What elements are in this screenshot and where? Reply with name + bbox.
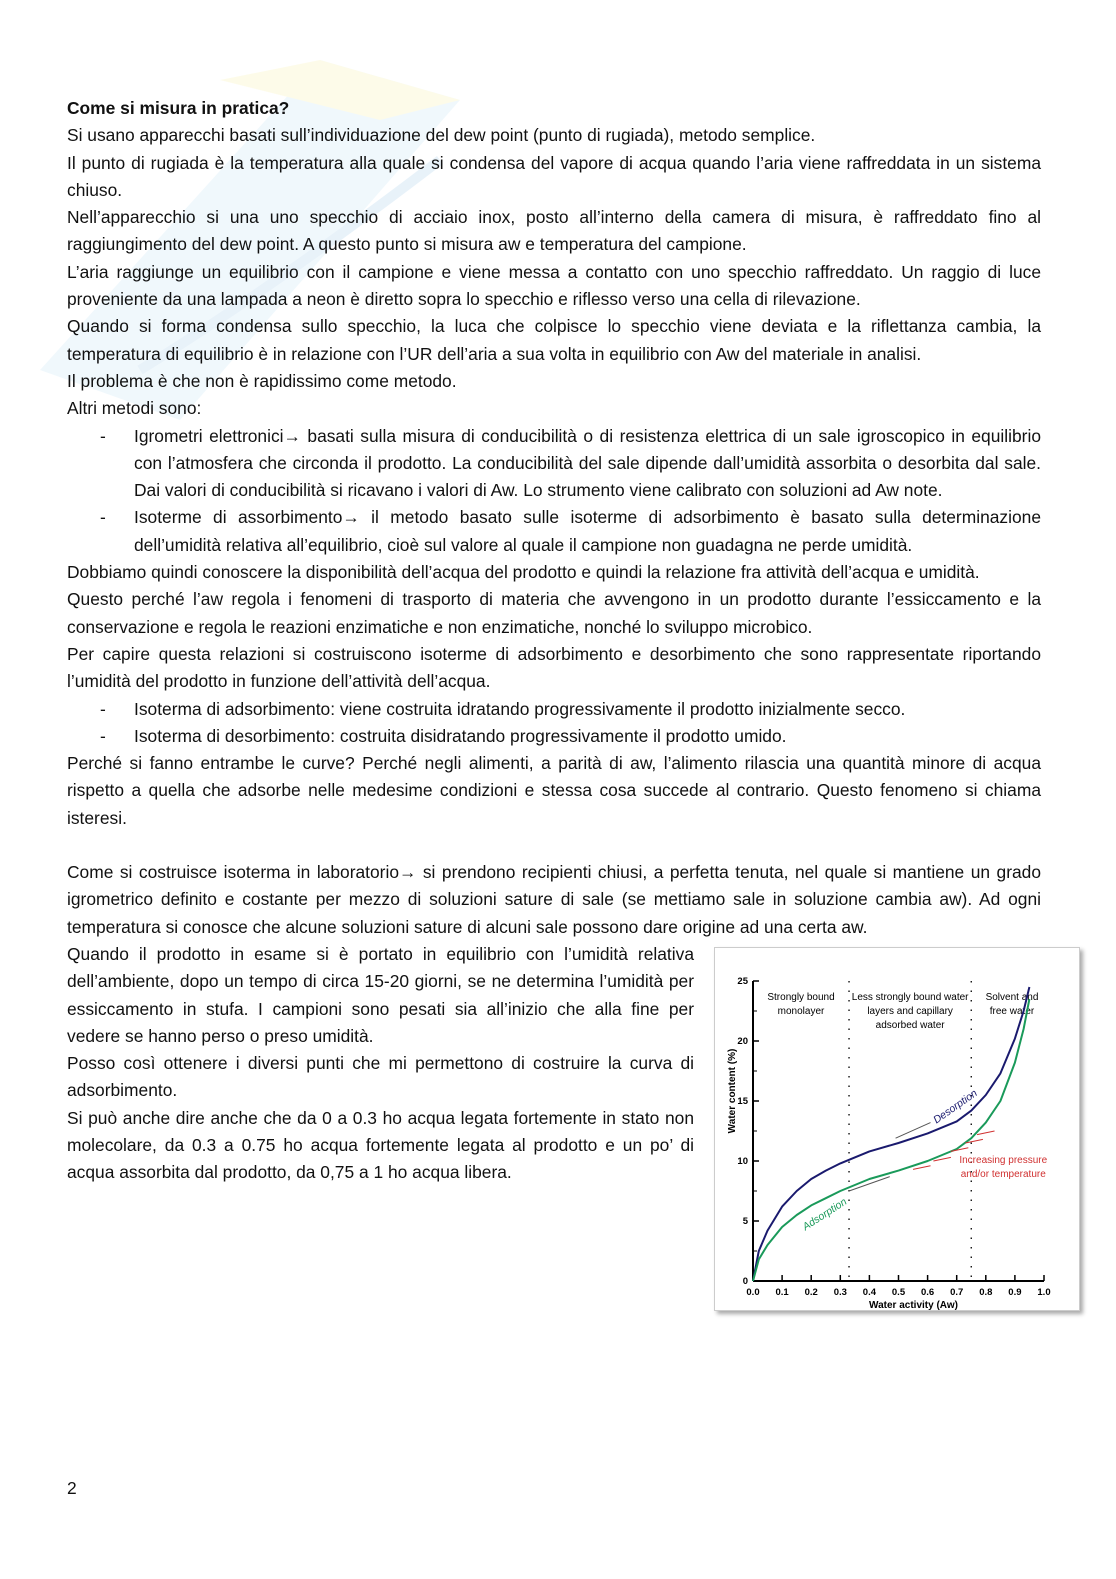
- x-tick-label: 1.0: [1037, 1286, 1051, 1298]
- pressure-arrow: [913, 1166, 930, 1170]
- region-label: monolayer: [777, 1005, 825, 1017]
- x-tick-label: 0.3: [833, 1286, 847, 1298]
- series-line-desorption: [753, 987, 1029, 1281]
- list-item-text: Isoterma di adsorbimento: viene costruita idratando progressivamente il prodotto inizialmente secco.: [134, 698, 906, 719]
- paragraph: Dobbiamo quindi conoscere la disponibilità dell’acqua del prodotto e quindi la relazione fra attività dell’acqua e umidità.: [67, 562, 980, 583]
- x-tick-label: 0.7: [950, 1286, 964, 1298]
- series-label-adsorption: Adsorption: [800, 1195, 850, 1234]
- desorption-arrow: [896, 1123, 931, 1139]
- pressure-arrow: [977, 1131, 994, 1135]
- x-tick-label: 0.9: [1008, 1286, 1022, 1298]
- x-tick-label: 0.8: [979, 1286, 993, 1298]
- series-line-adsorption: [753, 999, 1029, 1281]
- y-tick-label: 0: [742, 1275, 748, 1287]
- x-axis-label: Water activity (Aw): [869, 1299, 958, 1310]
- list-item-text: Isoterme di assorbimento→ il metodo basato sulle isoterme di adsorbimento è basato sulla determinazione dell’umidità relativa all’equilibrio, cioè sul valore al quale il campione non guadagna ne perde umidità.: [134, 507, 1041, 555]
- y-tick-label: 10: [737, 1155, 748, 1167]
- paragraph: Posso così ottenere i diversi punti che mi permettono di costruire la curva di adsorbimento.: [67, 1053, 694, 1101]
- paragraph: Il problema è che non è rapidissimo come metodo.: [67, 370, 457, 391]
- paragraph: Nell’apparecchio si una uno specchio di acciaio inox, posto all’interno della camera di misura, è raffreddato fino al raggiungimento del dew point. A questo punto si misura aw e temperatura del campione.: [67, 207, 1041, 255]
- list-item: [67, 723, 1041, 750]
- paragraph: Il punto di rugiada è la temperatura alla quale si condensa del vapore di acqua quando l’aria viene raffreddata in un sistema chiuso.: [67, 152, 1041, 200]
- paragraph: Si usano apparecchi basati sull’individuazione del dew point (punto di rugiada), metodo semplice.: [67, 125, 816, 146]
- series-label-desorption: Desorption: [931, 1087, 980, 1127]
- list-item: [67, 696, 1041, 723]
- y-tick-label: 20: [737, 1035, 748, 1047]
- paragraph: Per capire questa relazioni si costruiscono isoterme di adsorbimento e desorbimento che sono rappresentate riportando l’umidità del prodotto in funzione dell’attività dell’acqua.: [67, 643, 1041, 692]
- region-label: Solvent and: [985, 991, 1039, 1003]
- y-tick-label: 25: [737, 975, 748, 987]
- x-tick-label: 0.6: [920, 1286, 935, 1298]
- list-item: [67, 504, 1041, 559]
- bullet-dash: -: [100, 507, 106, 528]
- x-tick-label: 0.0: [746, 1286, 760, 1298]
- region-label: adsorbed water: [875, 1019, 945, 1031]
- list-item: [67, 423, 1041, 505]
- x-tick-label: 0.4: [862, 1286, 877, 1298]
- document-body: [67, 95, 1051, 1311]
- region-label: Strongly bound: [767, 991, 835, 1003]
- annotation-label: and/or temperature: [960, 1168, 1046, 1180]
- sorption-isotherm-chart: [715, 948, 1079, 1310]
- paragraph: Quando il prodotto in esame si è portato in equilibrio con l’umidità relativa dell’ambiente, dopo un tempo di circa 15-20 giorni, se ne determina l’umidità per essiccamento in stufa. I campioni sono pesati sia all’inizio che alla fine per vedere se hanno perso o preso umidità.: [67, 943, 694, 1046]
- x-tick-label: 0.1: [775, 1286, 789, 1298]
- section-heading: Come si misura in pratica?: [67, 98, 290, 118]
- bullet-dash: -: [100, 425, 106, 446]
- sorption-isotherm-figure: [714, 947, 1080, 1311]
- paragraph: Come si costruisce isoterma in laboratorio→ si prendono recipienti chiusi, a perfetta tenuta, nel quale si mantiene un grado igrometrico definito e costante per mezzo di soluzioni sature di sale (se mettiamo sale in soluzione cambia aw). Ad ogni temperatura si conosce che alcune soluzioni sature di alcuni sale possono dare origine ad una certa aw.: [67, 862, 1041, 937]
- paragraph-hysteresis: Perché si fanno entrambe le curve? Perché negli alimenti, a parità di aw, l’alimento rilascia una quantità minore di acqua rispetto a quella che adsorbe nelle medesime condizioni e stessa cosa succede al contrario. Questo fenomeno si chiama isteresi.: [67, 753, 1041, 828]
- region-label: layers and capillary: [867, 1005, 953, 1017]
- annotation-label: Increasing pressure: [959, 1154, 1048, 1166]
- paragraph: Si può anche dire anche che da 0 a 0.3 ho acqua legata fortemente in stato non molecolare, da 0.3 a 0.75 ho acqua fortemente legata al prodotto e un po’ di acqua assorbita dal prodotto, da 0,75 a 1 ho acqua libera.: [67, 1107, 694, 1183]
- y-axis-label: Water content (%): [727, 1048, 738, 1134]
- x-tick-label: 0.2: [804, 1286, 818, 1298]
- x-tick-label: 0.5: [891, 1286, 906, 1298]
- bullet-dash: -: [100, 725, 106, 746]
- y-tick-label: 5: [742, 1215, 748, 1227]
- page-number: 2: [67, 1478, 77, 1498]
- list-item-text: Isoterma di desorbimento: costruita disidratando progressivamente il prodotto umido.: [134, 725, 787, 746]
- list-item-text: Igrometri elettronici→ basati sulla misura di conducibilità o di resistenza elettrica di un sale igroscopico in equilibrio con l’atmosfera che circonda il prodotto. La conducibilità del sale dipende dall’umidità assorbita o desorbita dal sale. Dai valori di conducibilità si ricavano i valori di Aw. Lo strumento viene calibrato con soluzioni ad Aw note.: [134, 425, 1041, 501]
- region-label: free water: [989, 1005, 1035, 1017]
- y-tick-label: 15: [737, 1095, 748, 1107]
- paragraph: Altri metodi sono:: [67, 398, 202, 419]
- paragraph: Questo perché l’aw regola i fenomeni di trasporto di materia che avvengono in un prodotto durante l’essiccamento e la conservazione e regola le reazioni enzimatiche e non enzimatiche, nonché lo sviluppo microbico.: [67, 589, 1041, 637]
- bullet-dash: -: [100, 698, 106, 719]
- paragraph: L’aria raggiunge un equilibrio con il campione e viene messa a contatto con uno specchio raffreddato. Un raggio di luce proveniente da una lampada a neon è diretto sopra lo specchio e riflesso verso una cella di rilevazione.: [67, 261, 1041, 310]
- region-label: Less strongly bound water: [851, 991, 969, 1003]
- paragraph: Quando si forma condensa sullo specchio, la luca che colpisce lo specchio viene deviata e la riflettanza cambia, la temperatura di equilibrio è in relazione con l’UR dell’aria a sua volta in equilibrio con Aw del materiale in analisi.: [67, 316, 1041, 364]
